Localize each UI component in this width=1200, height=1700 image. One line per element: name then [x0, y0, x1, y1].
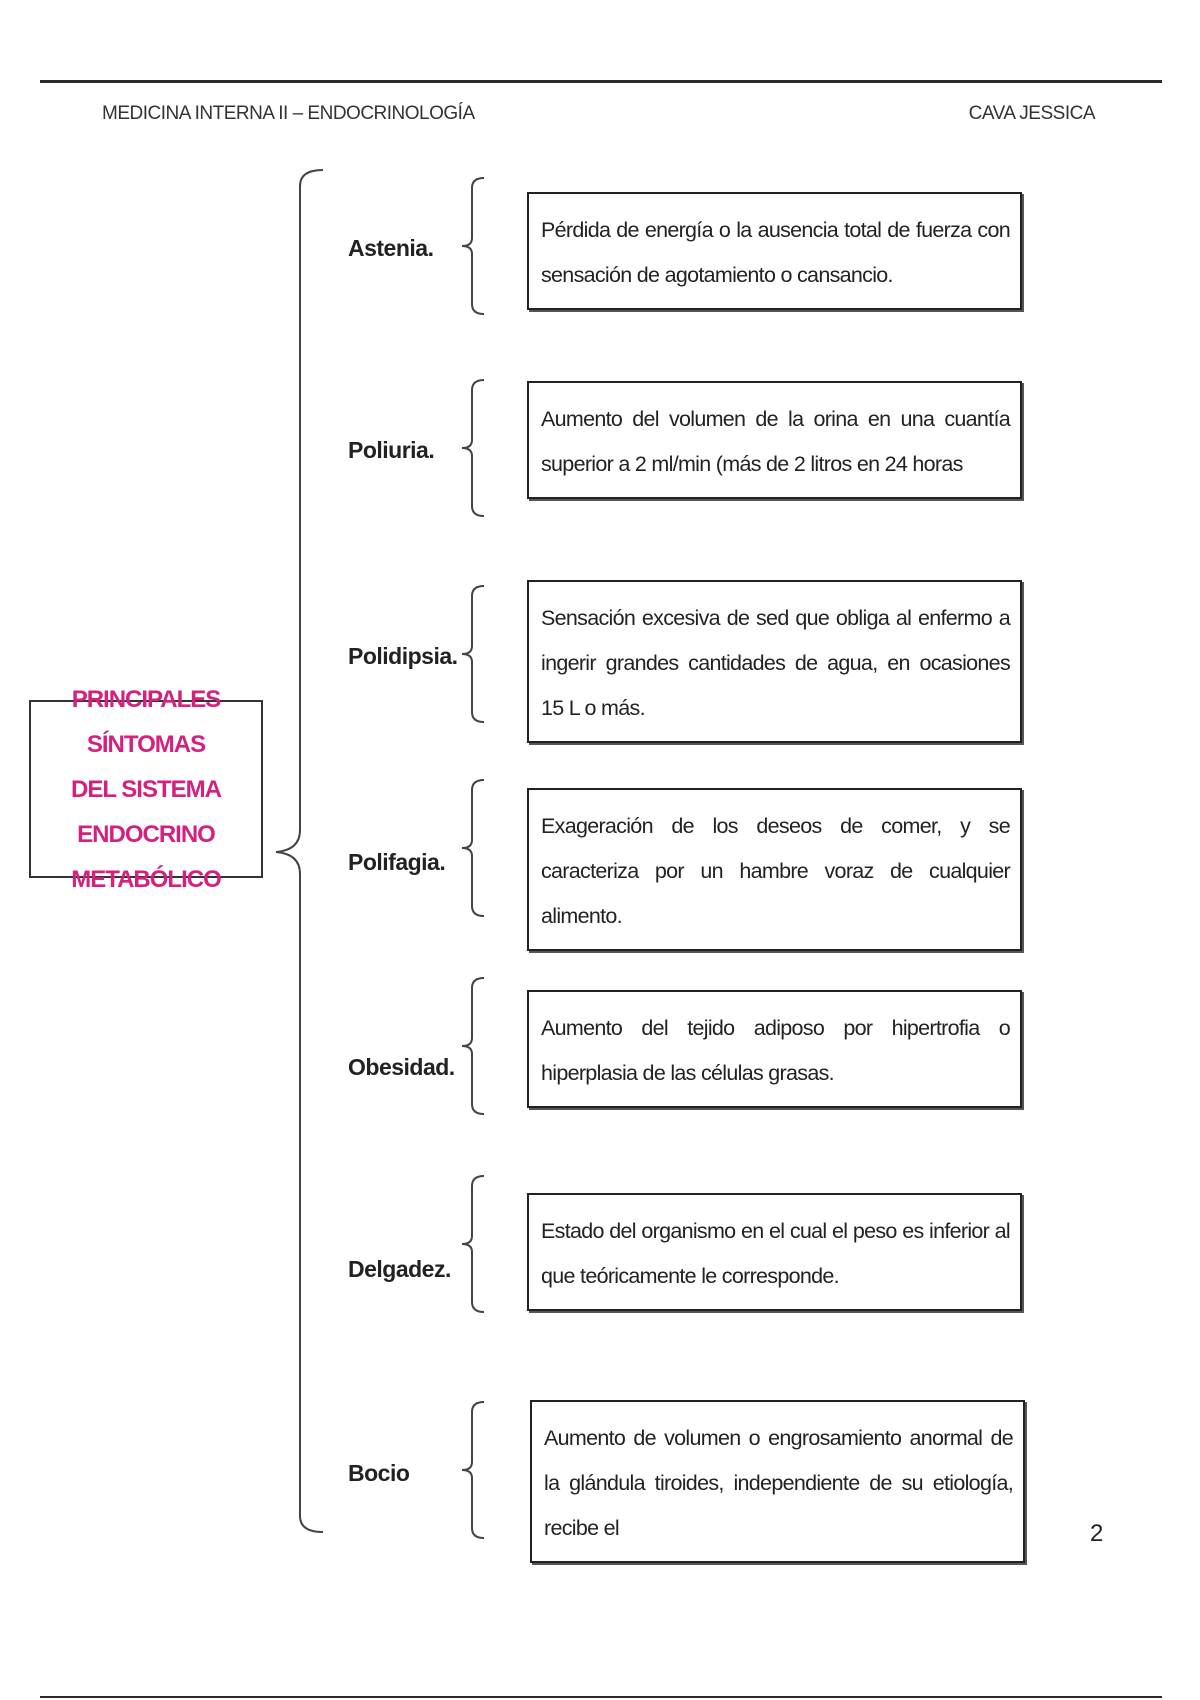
footer-rule: [40, 1696, 1162, 1698]
symptom-term: Delgadez.: [348, 1256, 451, 1282]
symptom-term: Astenia.: [348, 235, 434, 261]
item-brace: [458, 1400, 488, 1540]
symptom-term: Poliuria.: [348, 437, 435, 463]
concept-map-title-line-2: DEL SISTEMA ENDOCRINO: [71, 775, 221, 848]
page-number: 2: [1090, 1520, 1104, 1547]
symptom-term: Polifagia.: [348, 849, 446, 875]
header-rule: [40, 80, 1162, 83]
symptom-definition: Aumento de volumen o engrosamiento anormal de la glándula tiroides, independiente de su etiología, recibe el: [530, 1400, 1025, 1563]
symptom-term: Obesidad.: [348, 1054, 455, 1080]
symptom-definition: Sensación excesiva de sed que obliga al enfermo a ingerir grandes cantidades de agua, en ocasiones 15 L o más.: [527, 580, 1022, 743]
item-brace: [458, 1174, 488, 1314]
item-brace: [458, 584, 488, 724]
concept-map-title-line-1: PRINCIPALES SÍNTOMAS: [71, 685, 221, 758]
item-brace: [458, 176, 488, 316]
symptom-definition: Estado del organismo en el cual el peso es inferior al que teóricamente le corresponde.: [527, 1193, 1022, 1311]
item-brace: [458, 778, 488, 918]
concept-map-title-line-3: METABÓLICO: [71, 865, 221, 893]
symptom-definition: Pérdida de energía o la ausencia total de fuerza con sensación de agotamiento o cansancio.: [527, 192, 1022, 310]
header-course-title: MEDICINA INTERNA II – ENDOCRINOLOGÍA: [102, 103, 475, 124]
symptom-definition: Aumento del tejido adiposo por hipertrofia o hiperplasia de las células grasas.: [527, 990, 1022, 1108]
item-brace: [458, 378, 488, 518]
header-author: CAVA JESSICA: [968, 103, 1095, 124]
symptom-definition: Exageración de los deseos de comer, y se caracteriza por un hambre voraz de cualquier alimento.: [527, 788, 1022, 951]
item-brace: [458, 976, 488, 1116]
concept-map-title: [29, 685, 263, 893]
main-brace: [268, 168, 328, 1534]
symptom-term: Bocio: [348, 1460, 410, 1486]
symptom-definition: Aumento del volumen de la orina en una cuantía superior a 2 ml/min (más de 2 litros en 24 horas: [527, 381, 1022, 499]
symptom-term: Polidipsia.: [348, 643, 458, 669]
